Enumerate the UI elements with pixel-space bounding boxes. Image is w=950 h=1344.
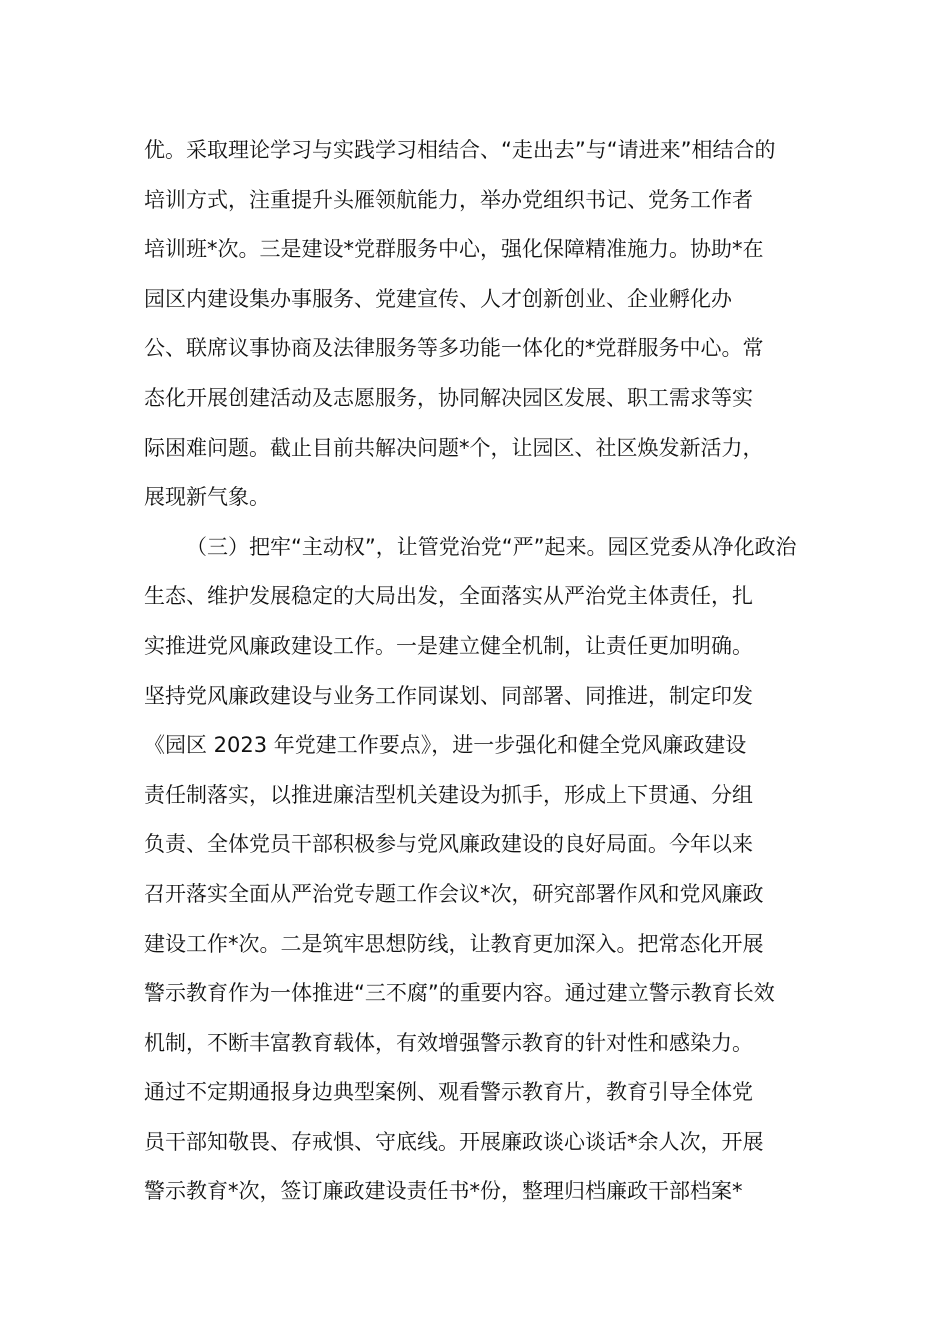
text-line: 优。采取理论学习与实践学习相结合、“走出去”与“请进来”相结合的	[144, 138, 776, 162]
text-line: 召开落实全面从严治党专题工作会议*次，研究部署作风和党风廉政	[144, 881, 764, 906]
text-line: 责任制落实，以推进廉洁型机关建设为抓手，形成上下贯通、分组	[144, 782, 753, 807]
text-line: 员干部知敬畏、存戒惧、守底线。开展廉政谈心谈话*余人次，开展	[144, 1129, 764, 1154]
text-line: 坚持党风廉政建设与业务工作同谋划、同部署、同推进，制定印发	[144, 683, 753, 708]
text-line: 机制，不断丰富教育载体，有效增强警示教育的针对性和感染力。	[144, 1030, 753, 1055]
text-line: 生态、维护发展稳定的大局出发，全面落实从严治党主体责任，扎	[144, 584, 753, 609]
text-line: 态化开展创建活动及志愿服务，协同解决园区发展、职工需求等实	[144, 385, 753, 410]
text-line: 通过不定期通报身边典型案例、观看警示教育片，教育引导全体党	[144, 1080, 753, 1105]
text-line: 展现新气象。	[144, 485, 270, 510]
text-line: 实推进党风廉政建设工作。一是建立健全机制，让责任更加明确。	[144, 633, 753, 658]
text-line: 际困难问题。截止目前共解决问题*个，让园区、社区焕发新活力，	[144, 435, 764, 460]
text-line: 培训方式，注重提升头雁领航能力，举办党组织书记、党务工作者	[144, 187, 753, 212]
text-line: 《园区 2023 年党建工作要点》，进一步强化和健全党风廉政建设	[144, 733, 747, 758]
text-line: 建设工作*次。二是筑牢思想防线，让教育更加深入。把常态化开展	[144, 931, 764, 956]
text-line: 警示教育*次，签订廉政建设责任书*份，整理归档廉政干部档案*	[144, 1179, 743, 1204]
text-line: 园区内建设集办事服务、党建宣传、人才创新创业、企业孵化办	[144, 286, 732, 311]
text-line: 公、联席议事协商及法律服务等多功能一体化的*党群服务中心。常	[144, 336, 764, 361]
text-line: 负责、全体党员干部积极参与党风廉政建设的良好局面。今年以来	[144, 832, 753, 857]
body-text	[144, 126, 809, 1217]
section-heading-line: （三）把牢“主动权”，让管党治党“严”起来。园区党委从净化政治	[186, 534, 797, 559]
text-line: 培训班*次。三是建设*党群服务中心，强化保障精准施力。协助*在	[144, 237, 764, 262]
text-line: 警示教育作为一体推进“三不腐”的重要内容。通过建立警示教育长效	[144, 981, 775, 1006]
